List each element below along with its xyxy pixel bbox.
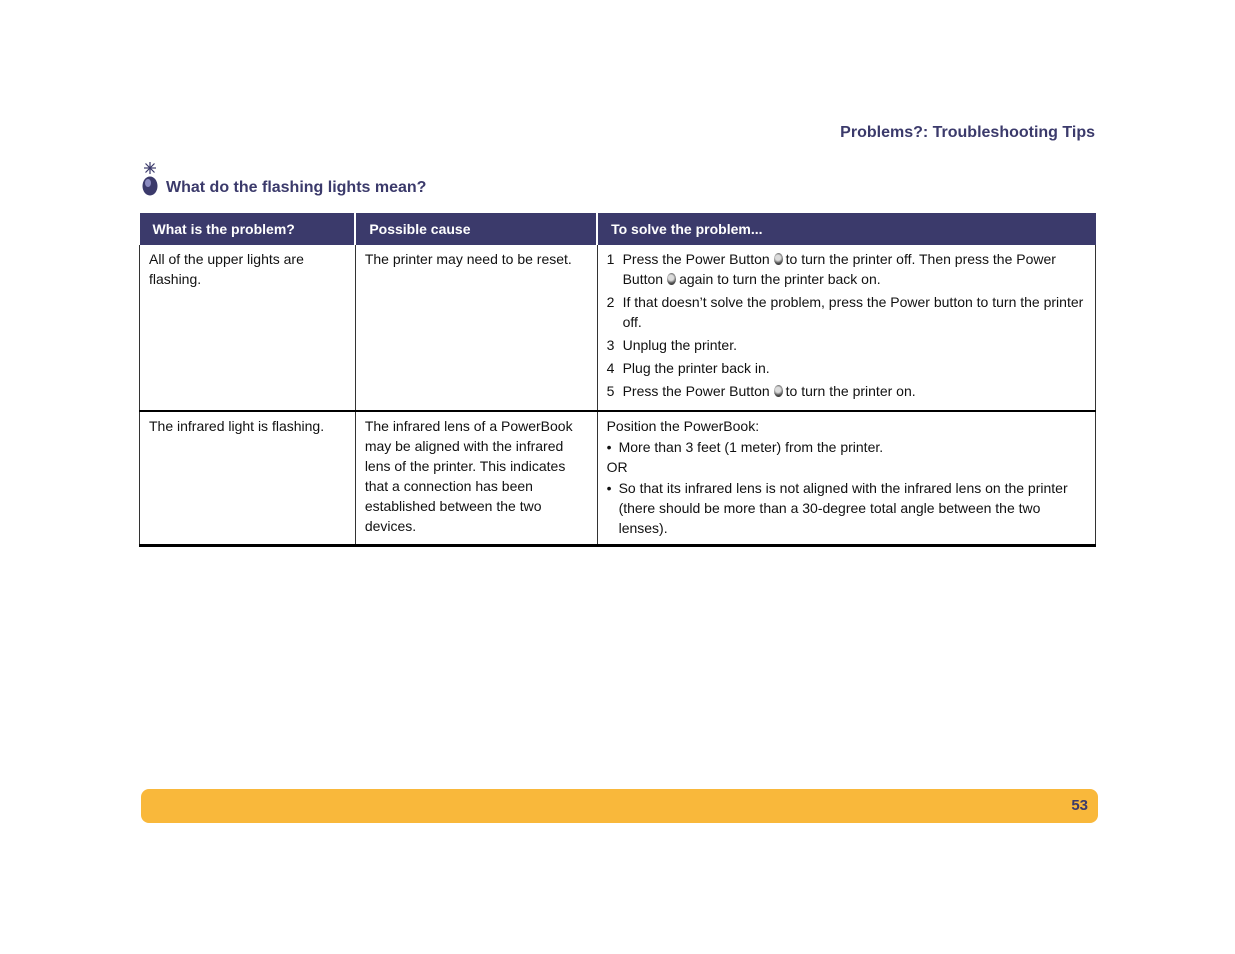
step-text: Plug the printer back in. [622, 360, 770, 376]
table-row [140, 411, 1096, 546]
solution-bullet [607, 478, 1086, 538]
solution-intro: Position the PowerBook: [606, 418, 760, 434]
step-text: Unplug the printer. [622, 337, 737, 353]
step-text-part: Press the Power Button [622, 251, 770, 267]
bullet-marker: • [606, 439, 612, 455]
cause-cell: The infrared lens of a PowerBook may be aligned with the infrared lens of the printer. This indicates that a connection has been established between the two devices. [355, 411, 597, 546]
solution-cell [597, 245, 1095, 411]
step-number: 2 [606, 294, 615, 310]
column-header-cause: Possible cause [355, 213, 597, 245]
solution-bullet [607, 437, 1086, 457]
solution-cell [597, 411, 1095, 546]
power-button-icon [774, 253, 783, 265]
step-text-part: to turn the printer on. [785, 383, 916, 399]
step-text-part: to turn the printer off. Then press the Power Button [622, 251, 1056, 287]
solution-step [607, 292, 1086, 332]
solution-step [607, 358, 1086, 378]
step-text-part: again to turn the printer back on. [679, 271, 881, 287]
step-number: 4 [606, 360, 615, 376]
table-header-row [140, 213, 1096, 245]
bullet-marker: • [606, 480, 612, 496]
table-row [140, 245, 1096, 411]
troubleshooting-table [139, 213, 1096, 547]
power-button-icon [774, 385, 783, 397]
bullet-text: More than 3 feet (1 meter) from the printer. [618, 439, 884, 455]
section-heading [140, 161, 426, 197]
step-text [623, 249, 1086, 289]
solution-step [607, 335, 1086, 355]
footer-bar [141, 789, 1098, 823]
step-number: 3 [606, 337, 615, 353]
section-title: What do the flashing lights mean? [166, 179, 427, 196]
problem-cell: All of the upper lights are flashing. [140, 245, 356, 411]
solution-step [607, 381, 1086, 401]
step-number: 1 [606, 251, 615, 267]
light-bulb-icon [140, 161, 160, 197]
power-button-icon [667, 273, 676, 285]
step-text [623, 381, 916, 401]
column-header-solution: To solve the problem... [597, 213, 1095, 245]
or-separator: OR [606, 459, 628, 475]
step-text-part: Press the Power Button [622, 383, 770, 399]
column-header-problem: What is the problem? [140, 213, 356, 245]
solution-step [607, 249, 1086, 289]
step-number: 5 [606, 383, 615, 399]
page-number: 53 [1071, 797, 1088, 814]
cause-cell: The printer may need to be reset. [355, 245, 597, 411]
running-header: Problems?: Troubleshooting Tips [840, 124, 1095, 141]
step-text: If that doesn’t solve the problem, press the Power button to turn the printer off. [622, 294, 1084, 330]
bullet-text: So that its infrared lens is not aligned with the infrared lens on the printer (there should be more than a 30-degree total angle between the two lenses). [618, 480, 1068, 536]
problem-cell: The infrared light is flashing. [140, 411, 356, 546]
